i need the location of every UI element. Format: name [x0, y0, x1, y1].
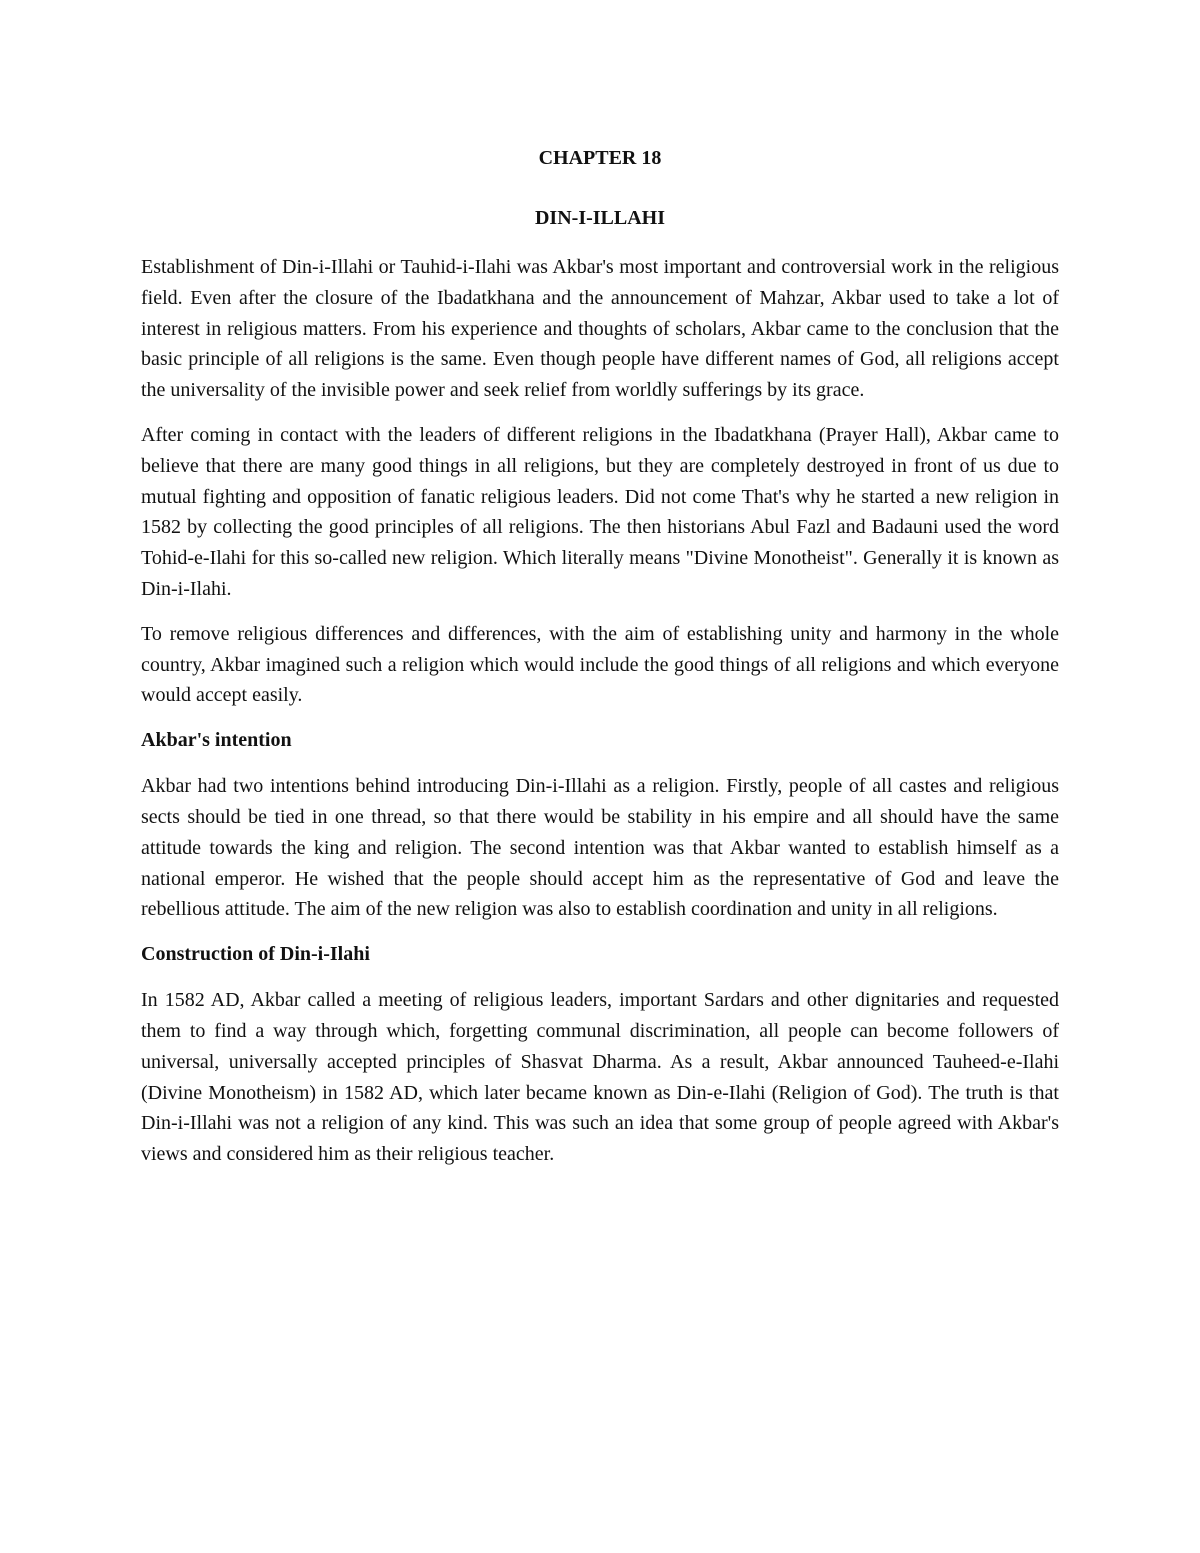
- heading-akbars-intention: Akbar's intention: [141, 729, 292, 752]
- section-title: DIN-I-ILLAHI: [534, 207, 666, 229]
- paragraph-construction: In 1582 AD, Akbar called a meeting of religious leaders, important Sardars and other dignitaries and requested them to find a way through which, forgetting communal discrimination, all people can become followers of universal, universally accepted principles of Shasvat Dharma. As a result, Akbar announced Tauheed-e-Ilahi (Divine Monotheism) in 1582 AD, which later became known as Din-e-Ilahi (Religion of God). The truth is that Din-i-Illahi was not a religion of any kind. This was such an idea that some group of people agreed with Akbar's views and considered him as their religious teacher.: [141, 989, 1059, 1166]
- paragraph-establishment: Establishment of Din-i-Illahi or Tauhid-i-Ilahi was Akbar's most important and controversial work in the religious field. Even after the closure of the Ibadatkhana and the announcement of Mahzar, Akbar used to take a lot of interest in religious matters. From his experience and thoughts of scholars, Akbar came to the conclusion that the basic principle of all religions is the same. Even though people have different names of God, all religions accept the universality of the invisible power and seek relief from worldly sufferings by its grace.: [141, 256, 1059, 402]
- page-content: [141, 140, 1059, 1184]
- heading-construction: Construction of Din-i-Ilahi: [141, 943, 370, 966]
- paragraph-intention: Akbar had two intentions behind introducing Din-i-Illahi as a religion. Firstly, people of all castes and religious sects should be tied in one thread, so that there would be stability in his empire and all should have the same attitude towards the king and religion. The second intention was that Akbar wanted to establish himself as a national emperor. He wished that the people should accept him as the representative of God and leave the rebellious attitude. The aim of the new religion was also to establish coordination and unity in all religions.: [141, 775, 1059, 921]
- paragraph-new-religion: After coming in contact with the leaders of different religions in the Ibadatkhana (Prayer Hall), Akbar came to believe that there are many good things in all religions, but they are completely destroyed in front of us due to mutual fighting and opposition of fanatic religious leaders. Did not come That's why he started a new religion in 1582 by collecting the good principles of all religions. The then historians Abul Fazl and Badauni used the word Tohid-e-Ilahi for this so-called new religion. Which literally means "Divine Monotheist". Generally it is known as Din-i-Ilahi.: [141, 423, 1059, 600]
- paragraph-unity: To remove religious differences and differences, with the aim of establishing unity and harmony in the whole country, Akbar imagined such a religion which would include the good things of all religions and which everyone would accept easily.: [141, 622, 1059, 707]
- chapter-title: CHAPTER 18: [538, 147, 662, 169]
